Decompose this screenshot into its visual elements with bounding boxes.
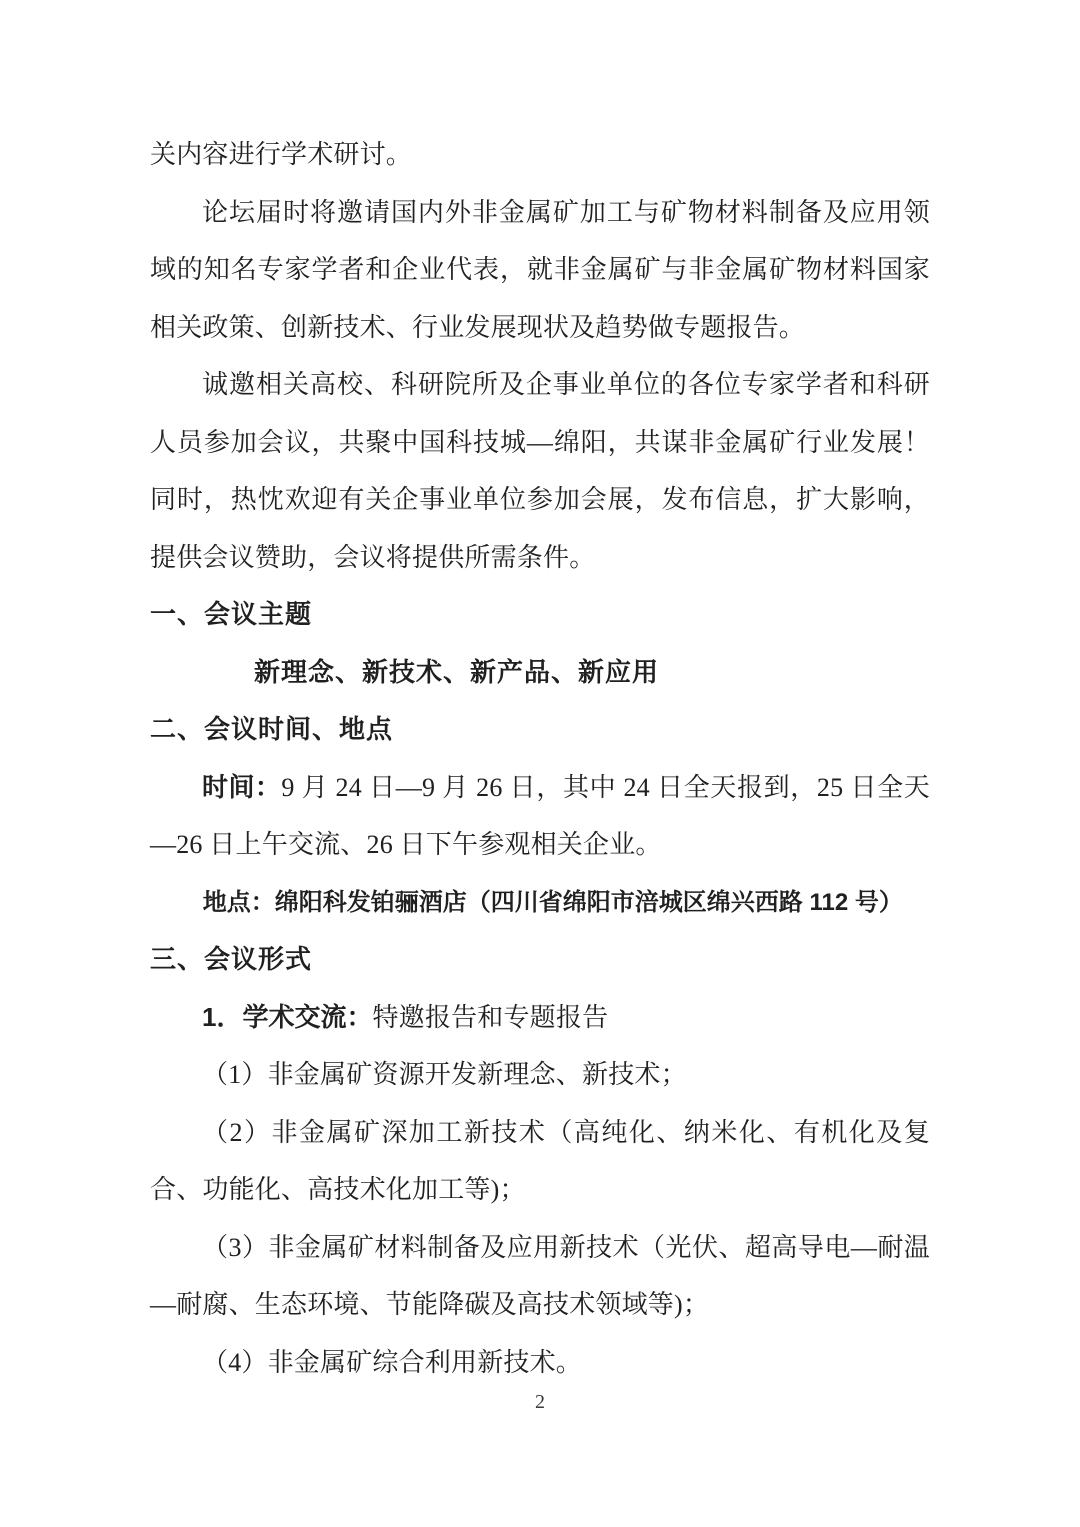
academic-exchange-value: 特邀报告和专题报告 (372, 1002, 609, 1032)
heading-time-place: 二、会议时间、地点 (150, 714, 394, 744)
heading-conference-format: 三、会议形式 (150, 944, 313, 974)
list-item-4: （4）非金属矿综合利用新技术。 (202, 1347, 583, 1377)
conference-theme-text: 新理念、新技术、新产品、新应用 (254, 656, 660, 687)
paragraph-academic-exchange (150, 989, 930, 1047)
paragraph-forum-invite: 论坛届时将邀请国内外非金属矿加工与矿物材料制备及应用领域的知名专家学者和企业代表，就非金属矿与非金属矿物材料国家相关政策、创新技术、行业发展现状及趋势做专题报告。 (150, 197, 930, 342)
heading-conference-theme: 一、会议主题 (150, 599, 313, 629)
paragraph-place: 地点：绵阳科发铂骊酒店（四川省绵阳市涪城区绵兴西路 112 号） (202, 888, 903, 916)
list-item-1: （1）非金属矿资源开发新理念、新技术； (202, 1060, 687, 1089)
list-item-2: （2）非金属矿深加工新技术（高纯化、纳米化、有机化及复合、功能化、高技术化加工等)； (150, 1117, 930, 1204)
document-body (150, 126, 930, 1391)
academic-exchange-label: 1．学术交流： (202, 1001, 373, 1032)
paragraph-carryover: 关内容进行学术研讨。 (150, 140, 413, 169)
page-number: 2 (535, 1391, 545, 1413)
list-item-3: （3）非金属矿材料制备及应用新技术（光伏、超高导电—耐温—耐腐、生态环境、节能降碳及高技术领域等)； (150, 1232, 930, 1319)
time-label: 时间： (202, 771, 282, 802)
paragraph-sincere-invite: 诚邀相关高校、科研院所及企事业单位的各位专家学者和科研人员参加会议，共聚中国科技城—绵阳，共谋非金属矿行业发展！同时，热忱欢迎有关企事业单位参加会展，发布信息，扩大影响，提供会议赞助，会议将提供所需条件。 (150, 370, 930, 572)
paragraph-time (150, 759, 930, 874)
time-value: 9 月 24 日—9 月 26 日，其中 24 日全天报到，25 日全天—26 日上午交流、26 日下午参观相关企业。 (150, 772, 930, 859)
